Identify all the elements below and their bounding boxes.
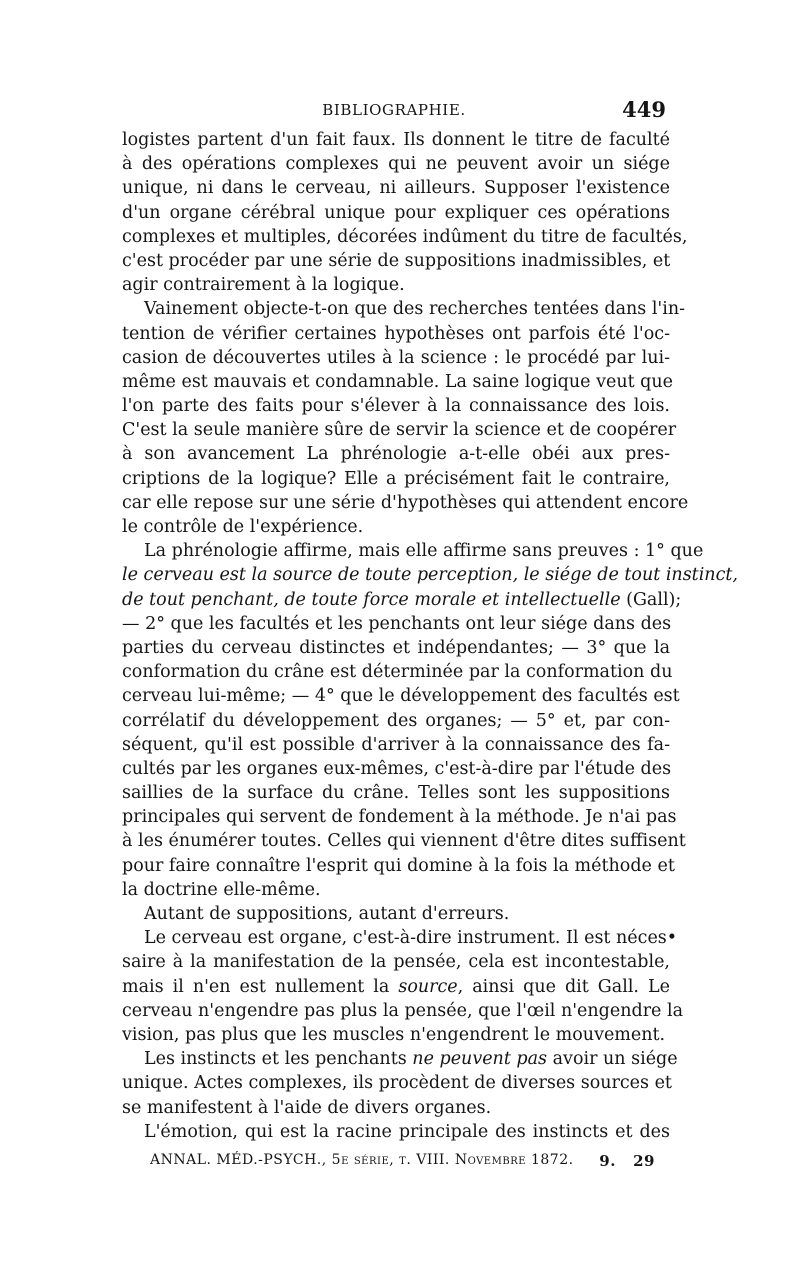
signature-number: 29: [633, 1152, 655, 1170]
text-line: unique, ni dans le cerveau, ni ailleurs. Supposer l'existence: [122, 178, 670, 199]
text-line: séquent, qu'il est possible d'arriver à la connaissance des fa-: [122, 734, 670, 755]
text-line: L'émotion, qui est la racine principale des instincts et des: [144, 1121, 670, 1142]
text-line: à des opérations complexes qui ne peuvent avoir un siége: [122, 154, 670, 175]
text-line: se manifestent à l'aide de divers organes.: [122, 1097, 492, 1118]
text-run: mais il n'en est nullement la: [122, 976, 390, 997]
page-header: [118, 98, 670, 124]
text-line: cerveau n'engendre pas plus la pensée, que l'œil n'engendre la: [122, 1000, 684, 1021]
text-line: d'un organe cérébral unique pour expliquer ces opérations: [122, 202, 670, 223]
page-footer: [150, 1152, 655, 1170]
text-line: principales qui servent de fondement à la méthode. Je n'ai pas: [122, 807, 677, 828]
text-line: C'est la seule manière sûre de servir la science et de coopérer: [122, 420, 677, 441]
text-run: , ainsi que dit Gall. Le: [457, 976, 670, 997]
italic-run: ne peuvent pas: [412, 1049, 548, 1070]
text-line: conformation du crâne est déterminée par la conformation du: [122, 662, 673, 683]
text-line: la doctrine elle-même.: [122, 879, 321, 900]
text-line: Vainement objecte-t-on que des recherches tentées dans l'in-: [144, 299, 686, 320]
body-text: [122, 128, 738, 1144]
text-line: cerveau lui-même; — 4° que le développement des facultés est: [122, 686, 680, 707]
text-line: La phrénologie affirme, mais elle affirme sans preuves : 1° que: [144, 541, 704, 562]
text-line: unique. Actes complexes, ils procèdent de diverses sources et: [122, 1073, 672, 1094]
text-line: pour faire connaître l'esprit qui domine à la fois la méthode et: [122, 855, 675, 876]
page-number: 449: [622, 97, 666, 122]
text-line: agir contrairement à la logique.: [122, 275, 405, 296]
text-line: Autant de suppositions, autant d'erreurs.: [144, 904, 510, 924]
text-line: casion de découvertes utiles à la science : le procédé par lui-: [122, 347, 670, 368]
text-line: criptions de la logique? Elle a précisément fait le contraire,: [122, 468, 670, 489]
text-line: tention de vérifier certaines hypothèses ont parfois été l'oc-: [122, 323, 670, 344]
text-line: car elle repose sur une série d'hypothèses qui attendent encore: [122, 492, 689, 513]
text-line-mixed: [122, 975, 670, 999]
text-line: même est mauvais et condamnable. La saine logique veut que: [122, 371, 674, 392]
running-title: BIBLIOGRAPHIE.: [322, 101, 466, 119]
text-line: vision, pas plus que les muscles n'engendrent le mouvement.: [122, 1024, 666, 1045]
text-line: complexes et multiples, décorées indûment du titre de facultés,: [122, 226, 688, 247]
italic-run: source: [398, 976, 458, 997]
text-run: avoir un siége: [552, 1049, 678, 1070]
italic-run: de tout penchant, de toute force morale et intellectuelle: [122, 589, 621, 610]
signature-letter: 9.: [599, 1152, 616, 1170]
text-run: Les instincts et les penchants: [144, 1049, 407, 1070]
text-line: cultés par les organes eux-mêmes, c'est-à-dire par l'étude des: [122, 758, 672, 779]
text-line: à les énumérer toutes. Celles qui viennent d'être dites suffisent: [122, 831, 686, 852]
text-line-mixed: [122, 588, 682, 612]
text-line: corrélatif du développement des organes; — 5° et, par con-: [122, 710, 670, 731]
text-line: saire à la manifestation de la pensée, cela est incontestable,: [122, 952, 670, 973]
text-line: saillies de la surface du crâne. Telles sont les suppositions: [122, 783, 670, 804]
text-line: parties du cerveau distinctes et indépendantes; — 3° que la: [122, 637, 670, 658]
text-line-italic: le cerveau est la source de toute perception, le siége de tout instinct,: [122, 565, 738, 586]
text-line: c'est procéder par une série de suppositions inadmissibles, et: [122, 250, 671, 271]
text-line: logistes partent d'un fait faux. Ils donnent le titre de faculté: [122, 130, 670, 150]
text-line: à son avancement La phrénologie a-t-elle obéi aux pres-: [122, 444, 670, 465]
signature-mark: [599, 1152, 655, 1170]
text-line: — 2° que les facultés et les penchants ont leur siége dans des: [122, 613, 672, 634]
text-line: le contrôle de l'expérience.: [122, 517, 364, 537]
text-line-mixed: [122, 1047, 678, 1071]
journal-citation: ANNAL. MÉD.-PSYCH., 5e série, t. VIII. Novembre 1872.: [150, 1152, 574, 1168]
text-line: l'on parte des faits pour s'élever à la connaissance des lois.: [122, 396, 670, 417]
text-run: (Gall);: [626, 589, 682, 610]
text-line: Le cerveau est organe, c'est-à-dire instrument. Il est néces•: [144, 928, 678, 949]
